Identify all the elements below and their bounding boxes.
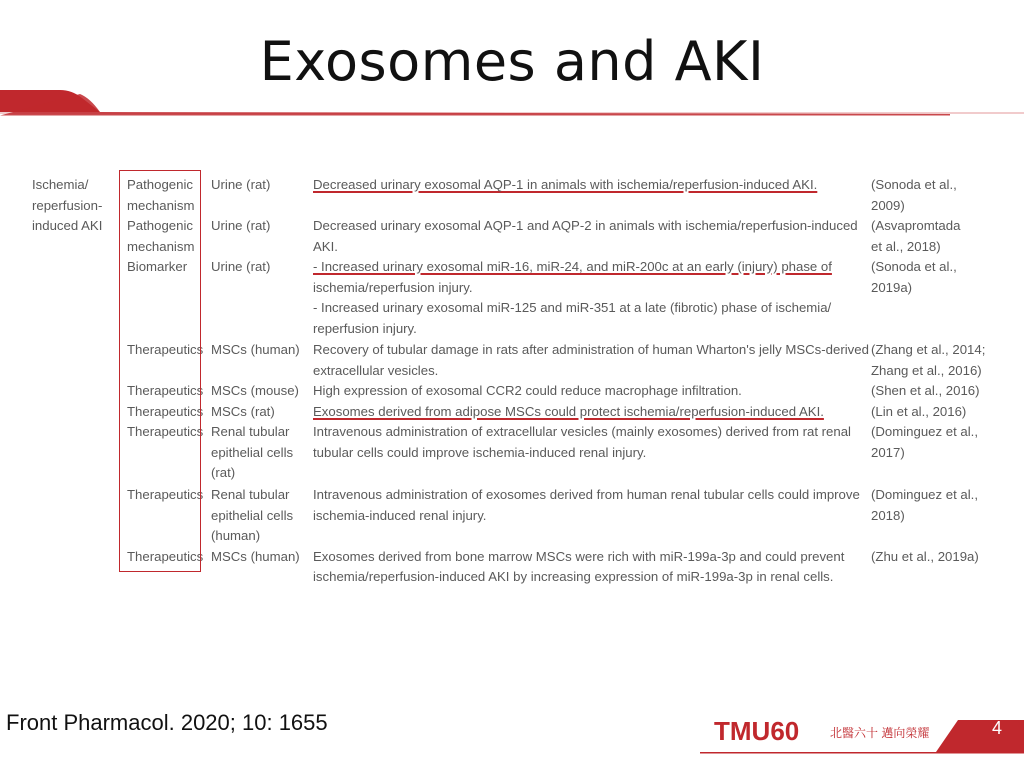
type-cell: Pathogenic (127, 177, 193, 192)
finding-cell: AKI. (313, 238, 338, 254)
finding-cell: - Increased urinary exosomal miR-16, miR-24, and miR-200c at an early (injury) phase of (313, 259, 832, 274)
logo-tagline: 北醫六十 邁向榮耀 (830, 726, 930, 740)
slide-title: Exosomes and AKI (259, 30, 765, 93)
type-cell: mechanism (127, 238, 195, 254)
category-line: Ischemia/ (32, 177, 89, 192)
finding-cell: High expression of exosomal CCR2 could reduce macrophage infiltration. (313, 383, 742, 398)
finding-cell: ischemia/reperfusion injury. (313, 279, 473, 295)
source-cell: (human) (211, 528, 261, 543)
reference-cell: et al., 2018) (871, 238, 941, 254)
finding-cell: ischemia-induced renal injury. (313, 507, 487, 523)
finding-cell: tubular cells could improve ischemia-induced renal injury. (313, 444, 647, 460)
finding-cell: extracellular vesicles. (313, 362, 439, 378)
reference-cell: (Zhu et al., 2019a) (871, 548, 979, 564)
source-cell: MSCs (human) (211, 548, 300, 564)
category-line: induced AKI (32, 218, 103, 233)
source-cell: MSCs (mouse) (211, 383, 299, 398)
reference-cell: (Zhang et al., 2014; (871, 342, 986, 357)
source-cell: (rat) (211, 465, 236, 480)
reference-cell: 2009) (871, 197, 905, 213)
source-cell: epithelial cells (211, 444, 294, 460)
category-line: reperfusion- (32, 197, 103, 213)
reference-cell: (Dominguez et al., (871, 424, 979, 439)
reference-cell: (Dominguez et al., (871, 487, 979, 502)
finding-cell: ischemia/reperfusion-induced AKI by increasing expression of miR-199a-3p in renal cells. (313, 569, 834, 584)
reference-cell: (Lin et al., 2016) (871, 403, 967, 419)
type-cell: Therapeutics (127, 424, 204, 439)
type-cell: Therapeutics (127, 342, 204, 357)
reference-cell: (Asvapromtada (871, 218, 961, 233)
type-cell: Pathogenic (127, 218, 193, 233)
finding-cell: reperfusion injury. (313, 320, 417, 336)
finding-cell: - Increased urinary exosomal miR-125 and miR-351 at a late (fibrotic) phase of ischemia/ (313, 300, 832, 315)
source-cell: Urine (rat) (211, 259, 271, 274)
finding-cell: Recovery of tubular damage in rats after administration of human Wharton's jelly MSCs-derived (313, 342, 869, 357)
reference-cell: 2017) (871, 444, 905, 460)
type-cell: mechanism (127, 197, 195, 213)
reference-cell: Zhang et al., 2016) (871, 362, 982, 378)
type-column-highlight (119, 170, 204, 572)
reference-cell: (Sonoda et al., (871, 259, 957, 274)
source-cell: MSCs (human) (211, 342, 300, 357)
reference-cell: 2019a) (871, 279, 913, 295)
source-cell: Renal tubular (211, 424, 290, 439)
finding-cell: Decreased urinary exosomal AQP-1 and AQP-2 in animals with ischemia/reperfusion-induced (313, 218, 858, 233)
finding-cell: Exosomes derived from adipose MSCs could protect ischemia/reperfusion-induced AKI. (313, 403, 824, 419)
source-cell: Renal tubular (211, 487, 290, 502)
reference-cell: (Shen et al., 2016) (871, 383, 980, 398)
tmu60-logo: TMU60 (714, 716, 800, 746)
page-number: 4 (992, 718, 1003, 738)
type-cell: Biomarker (127, 259, 188, 274)
finding-cell: Intravenous administration of extracellular vesicles (mainly exosomes) derived from rat renal (313, 424, 851, 439)
type-cell: Therapeutics (127, 403, 204, 419)
finding-cell: Decreased urinary exosomal AQP-1 in animals with ischemia/reperfusion-induced AKI. (313, 177, 818, 192)
reference-cell: 2018) (871, 507, 905, 523)
finding-cell: Intravenous administration of exosomes derived from human renal tubular cells could improve (313, 487, 860, 502)
source-cell: MSCs (rat) (211, 403, 275, 419)
type-cell: Therapeutics (127, 487, 204, 502)
source-cell: Urine (rat) (211, 177, 271, 192)
type-cell: Therapeutics (127, 548, 204, 564)
reference-cell: (Sonoda et al., (871, 177, 957, 192)
source-cell: epithelial cells (211, 507, 294, 523)
finding-cell: Exosomes derived from bone marrow MSCs were rich with miR-199a-3p and could prevent (313, 548, 845, 564)
citation: Front Pharmacol. 2020; 10: 1655 (6, 710, 328, 735)
type-cell: Therapeutics (127, 383, 204, 398)
source-cell: Urine (rat) (211, 218, 271, 233)
